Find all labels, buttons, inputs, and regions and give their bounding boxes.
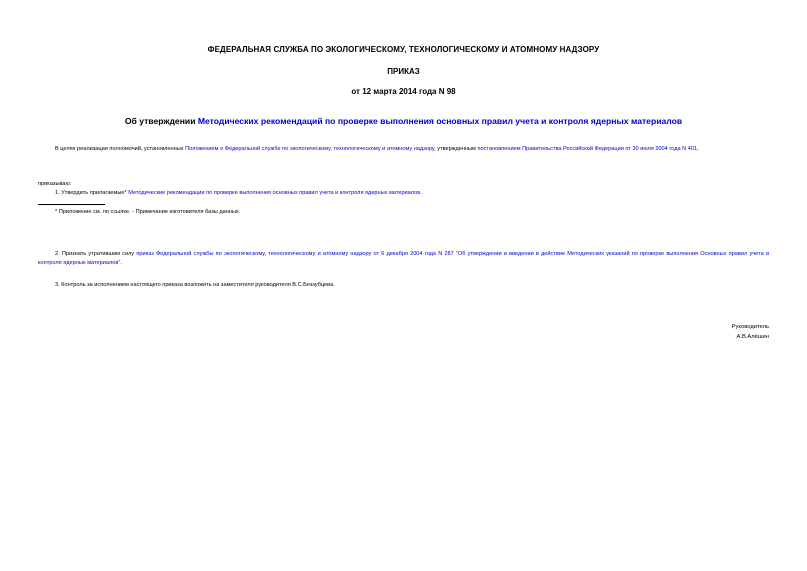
document-title — [0, 116, 807, 126]
government-decree-link[interactable]: постановлением Правительства Российской Федерации от 30 июля 2004 года N 401 — [477, 146, 698, 152]
footnote-divider — [38, 204, 105, 205]
footnote: * Приложение см. по ссылке. - Примечание изготовителя базы данных. — [55, 209, 241, 215]
document-type: ПРИКАЗ — [387, 67, 420, 76]
item-1-text: 1. Утвердить прилагаемые* — [55, 190, 129, 196]
regulation-link[interactable]: Положением о Федеральной службе по экологическому, технологическому и атомному надзору — [185, 146, 435, 152]
item-2-text: 2. Признать утратившим силу — [55, 251, 137, 257]
item-3-paragraph: 3. Контроль за исполнением настоящего приказа возложить на заместителя руководителя В.С.Беззубцева. — [55, 282, 335, 288]
signatory-position: Руководитель — [731, 324, 769, 330]
item-2-end: . — [120, 260, 122, 266]
preamble-text-2: , утвержденным — [434, 146, 478, 152]
item-1-paragraph — [38, 189, 769, 198]
orders-line: приказываю: — [38, 181, 72, 187]
title-link[interactable]: Методических рекомендаций по проверке выполнения основных правил учета и контроля ядерных материалов — [197, 116, 683, 126]
document-date: от 12 марта 2014 года N 98 — [351, 87, 456, 96]
preamble-paragraph — [38, 145, 769, 154]
preamble-text-1: В целях реализации полномочий, установленных — [55, 146, 186, 152]
title-prefix: Об утверждении — [124, 116, 198, 126]
repealed-order-link[interactable]: приказ Федеральной службы по экологическому, технологическому и атомному надзору от 6 декабря 2004 года N 287 "Об утверждении и введении в действие Методических указаний по проверке выполнения Основных правил учета и контроля ядерных материалов" — [38, 251, 769, 266]
preamble-text-3: , — [697, 146, 699, 152]
item-2-paragraph — [38, 250, 769, 268]
item-1-end: . — [420, 190, 422, 196]
signatory-name: А.В.Алёшин — [736, 334, 769, 340]
recommendations-link[interactable]: Методические рекомендации по проверке выполнения основных правил учета и контроля ядерных материалов — [128, 190, 421, 196]
agency-name: ФЕДЕРАЛЬНАЯ СЛУЖБА ПО ЭКОЛОГИЧЕСКОМУ, ТЕХНОЛОГИЧЕСКОМУ И АТОМНОМУ НАДЗОРУ — [207, 45, 600, 54]
